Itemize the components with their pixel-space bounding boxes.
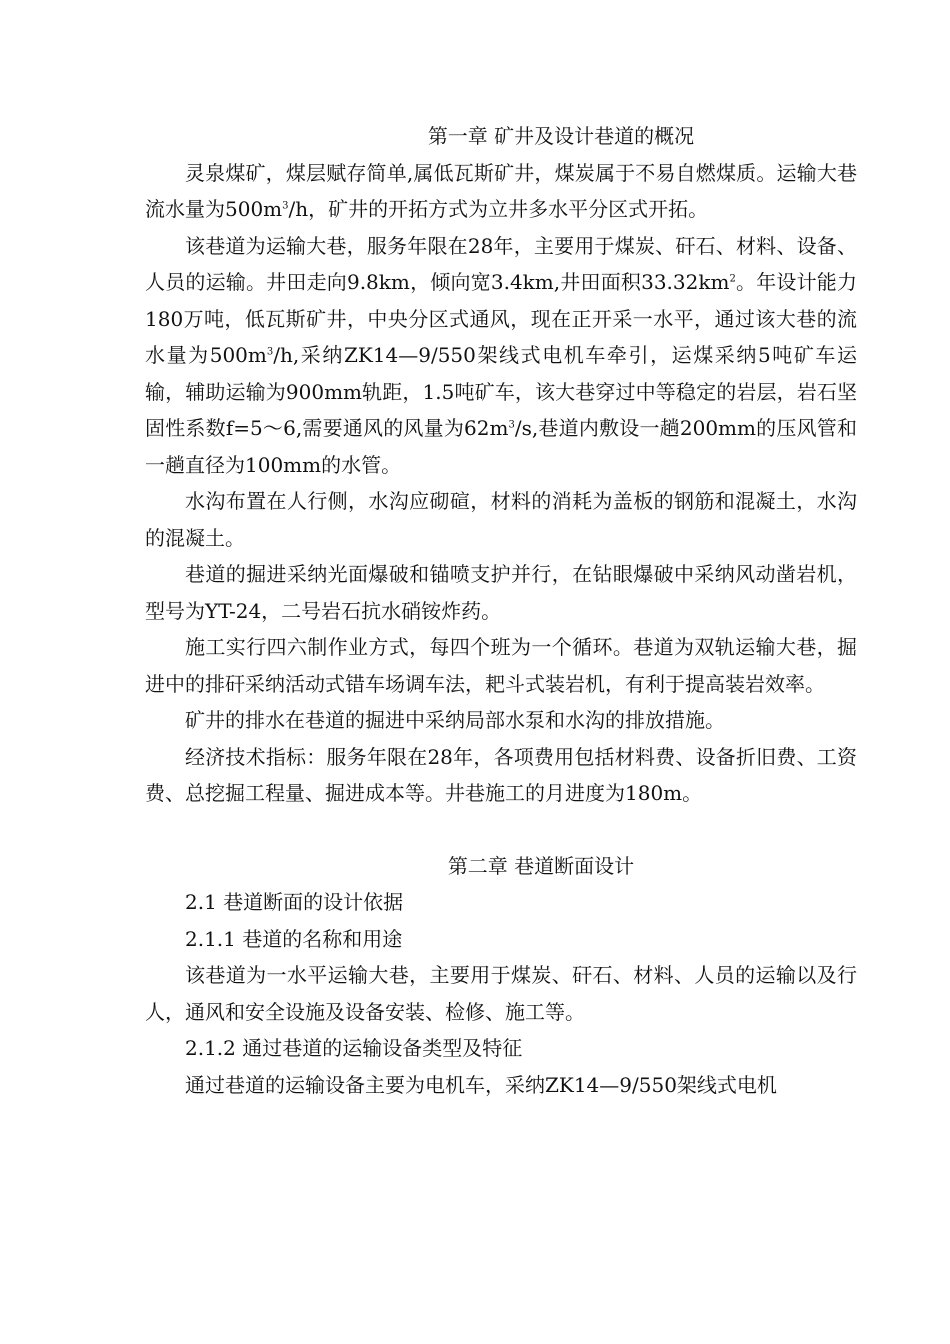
section-2-1-1-paragraph: 该巷道为一水平运输大巷，主要用于煤炭、矸石、材料、人员的运输以及行人，通风和安全设施及设备安装、检修、施工等。: [145, 963, 857, 1024]
chapter-1-title: 第一章 矿井及设计巷道的概况: [427, 124, 695, 148]
paragraph-text: /h,采纳ZK14—9/550架线式电机车牵引，运煤采纳5吨矿车运输，辅助运输为900mm轨距，1.5吨矿车，该大巷穿过中等稳定的岩层，岩石坚固性系数f=5～6,需要通风的风量为62m: [145, 343, 858, 440]
chapter-1-paragraph-4: 巷道的掘进采纳光面爆破和锚喷支护并行，在钻眼爆破中采纳风动凿岩机，型号为YT-24，二号岩石抗水硝铵炸药。: [145, 562, 857, 623]
chapter-1-paragraph-6: 矿井的排水在巷道的掘进中采纳局部水泵和水沟的排放措施。: [185, 708, 725, 732]
section-2-1-2-paragraph: 通过巷道的运输设备主要为电机车，采纳ZK14—9/550架线式电机: [185, 1072, 777, 1097]
chapter-1-paragraph-5: 施工实行四六制作业方式，每四个班为一个循环。巷道为双轨运输大巷，掘进中的排矸采纳活动式错车场调车法，耙斗式装岩机，有利于提高装岩效率。: [145, 635, 857, 696]
paragraph-text: /h，矿井的开拓方式为立井多水平分区式开拓。: [288, 197, 709, 221]
superscript: 3: [266, 346, 274, 358]
superscript: 3: [508, 419, 515, 431]
superscript: 2: [729, 273, 736, 285]
chapter-1-paragraph-7: 经济技术指标：服务年限在28年，各项费用包括材料费、设备折旧费、工资费、总挖掘工程量、掘进成本等。井巷施工的月进度为180m。: [145, 744, 857, 805]
chapter-1-paragraph-2: [145, 228, 857, 484]
paragraph-text: 。年设计能力180万吨，低瓦斯矿井，中央分区式通风，现在正开采一水平，通过该大巷的流水量为500m: [145, 270, 857, 367]
section-2-1-1-heading: 2.1.1 巷道的名称和用途: [185, 926, 403, 951]
superscript: 3: [282, 200, 289, 212]
paragraph-text: 该巷道为运输大巷，服务年限在28年，主要用于煤炭、矸石、材料、设备、人员的运输。井田走向9.8km，倾向宽3.4km,井田面积33.32km: [145, 233, 857, 294]
document-body: [145, 118, 857, 1103]
paragraph-text: /s,巷道内敷设一趟200mm的压风管和一趟直径为100mm的水管。: [145, 416, 857, 477]
chapter-1-paragraph-1: [145, 155, 857, 228]
paragraph-text: 灵泉煤矿，煤层赋存简单,属低瓦斯矿井，煤炭属于不易自燃煤质。运输大巷流水量为500m: [145, 160, 857, 221]
chapter-2-title: 第二章 巷道断面设计: [447, 853, 635, 878]
chapter-1-paragraph-3: 水沟布置在人行侧，水沟应砌碹，材料的消耗为盖板的钢筋和混凝土，水沟的混凝土。: [145, 489, 857, 550]
section-2-1-heading: 2.1 巷道断面的设计依据: [185, 890, 404, 914]
section-2-1-2-heading: 2.1.2 通过巷道的运输设备类型及特征: [185, 1036, 523, 1060]
